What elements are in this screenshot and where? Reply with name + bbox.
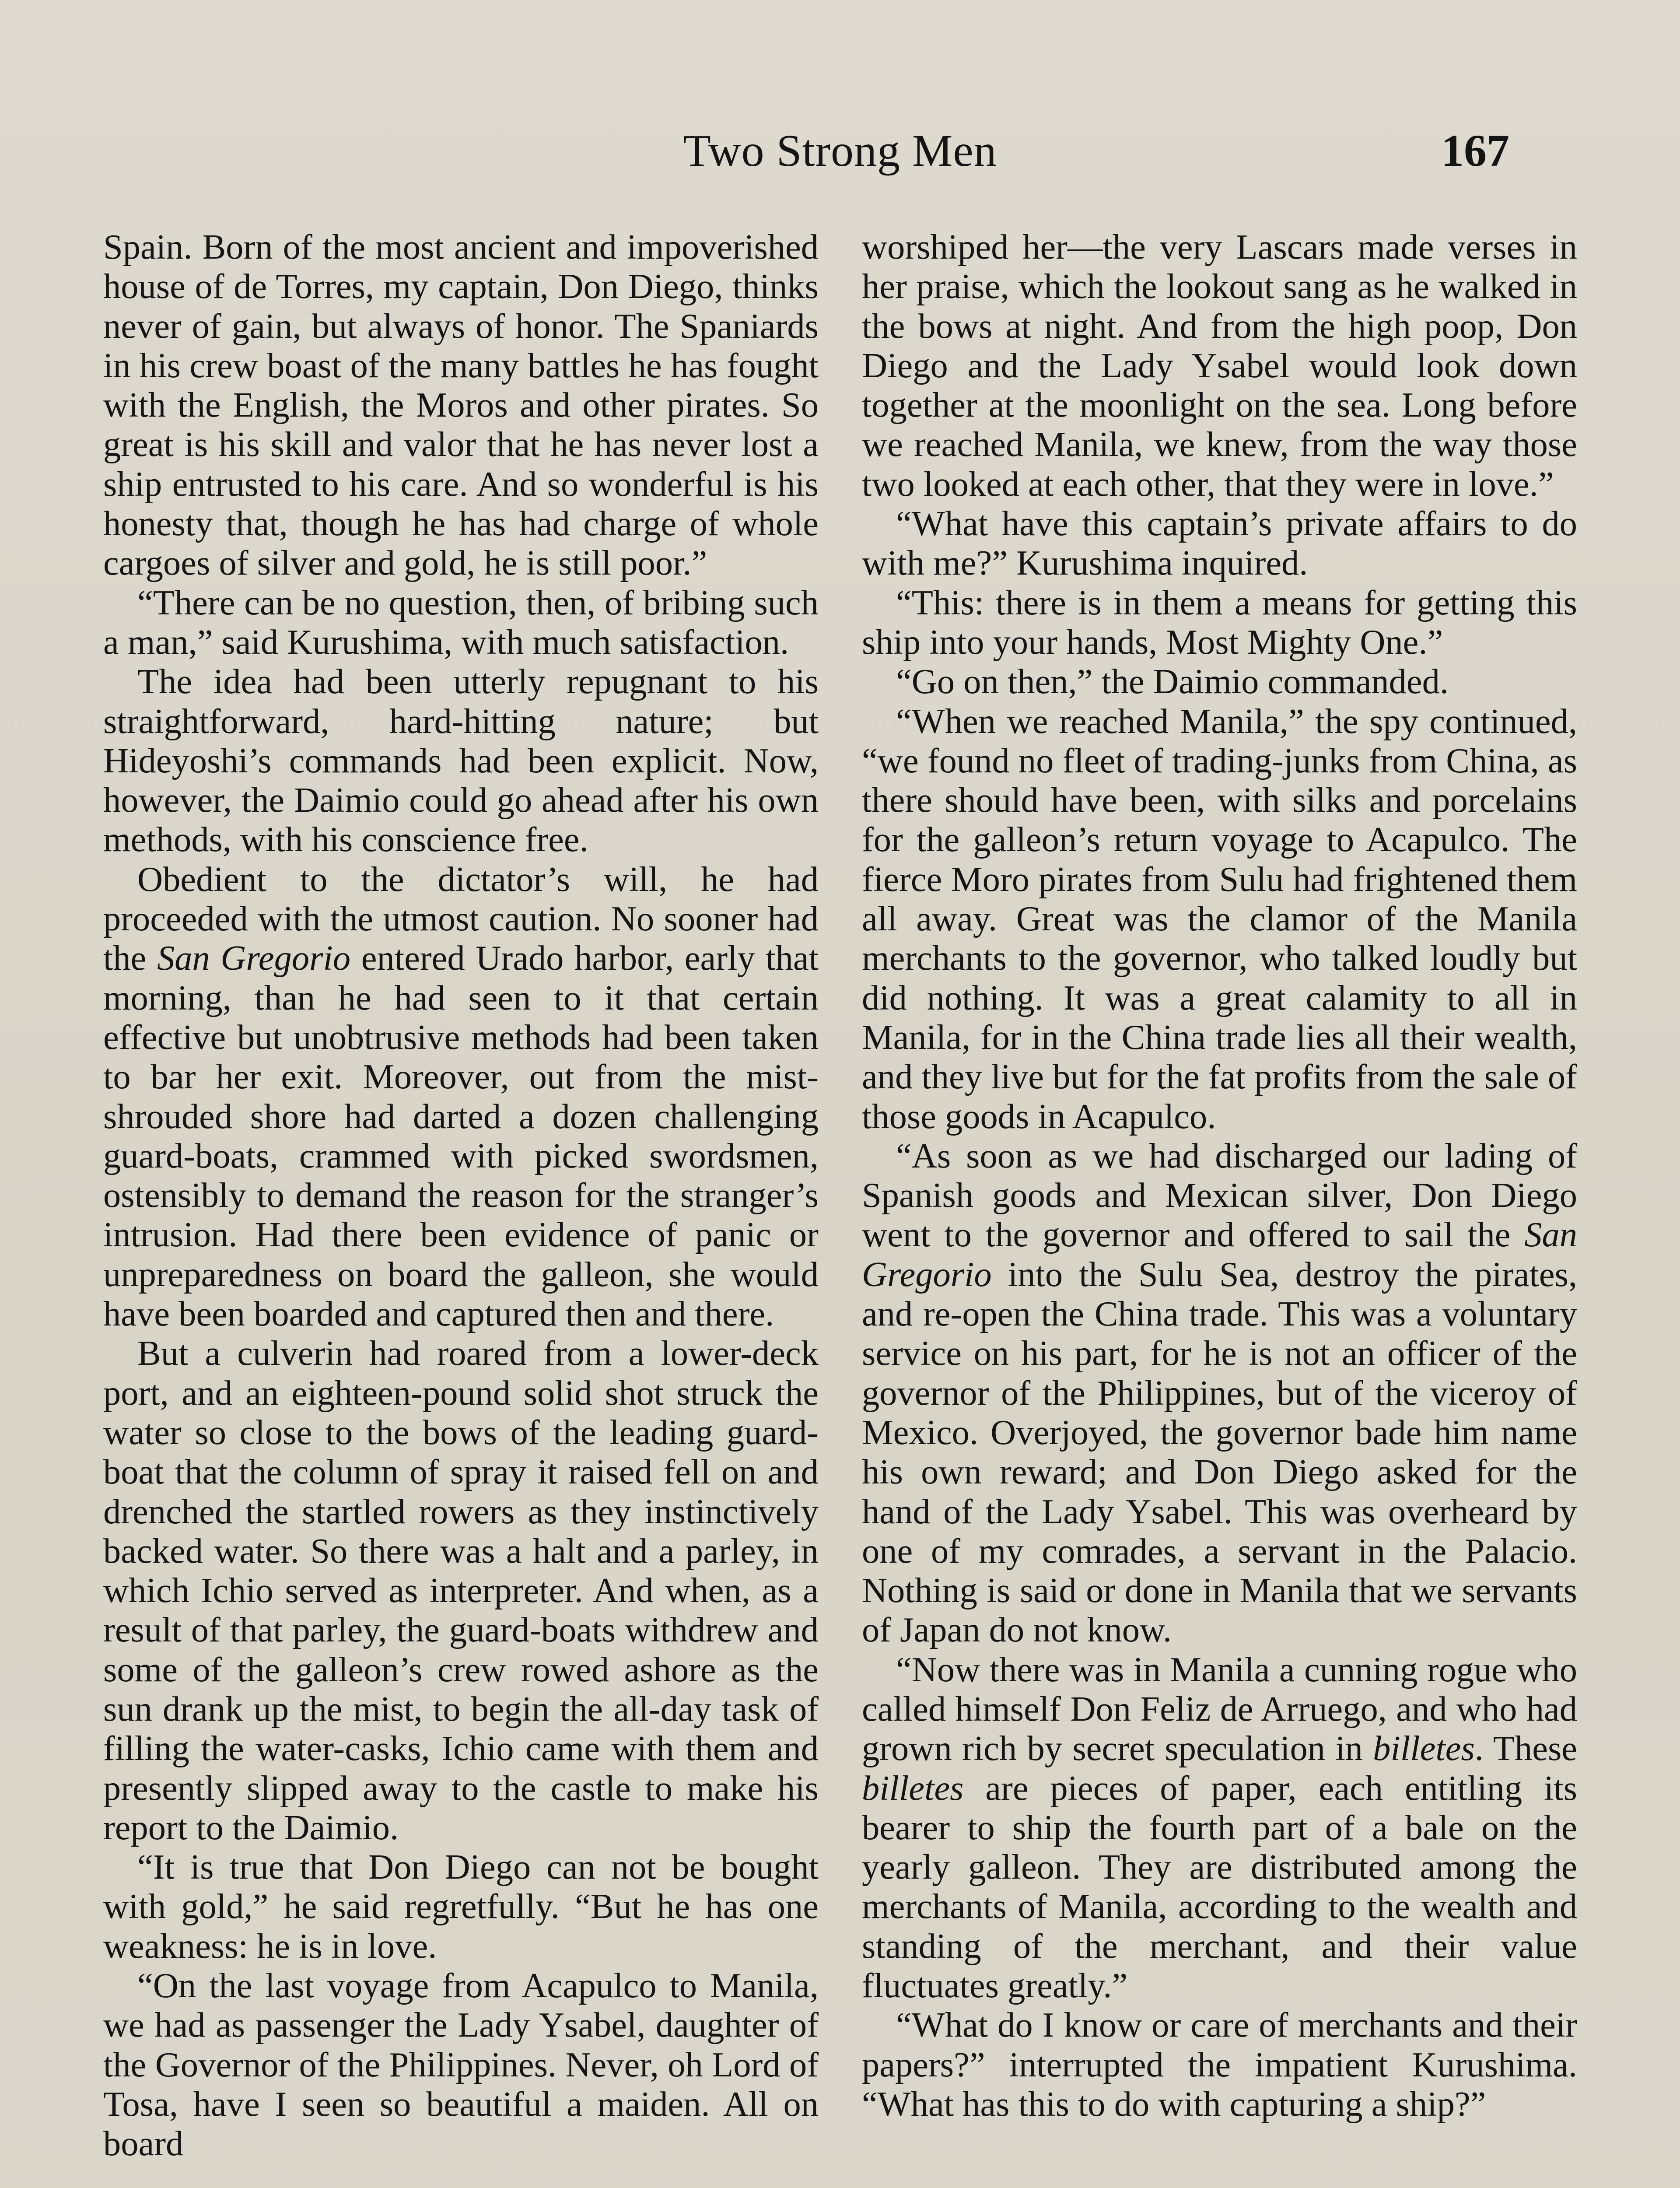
paragraph: “Go on then,” the Daimio commanded. [896, 662, 1449, 701]
paragraph: “This: there is in them a means for getting this ship into your hands, Most Mighty One.” [862, 583, 1577, 662]
italic-term: billetes [1373, 1729, 1475, 1768]
text-run: are pieces of paper, each entitling its bearer to ship the fourth part of a bale on the yearly galleon. They are distributed among the merchants of Manila, according to the wealth and standing of the merchant, and their value fluctuates greatly.” [862, 1768, 1577, 2006]
paragraph: worshiped her—the very Lascars made verses in her praise, which the lookout sang as he walked in the bows at night. And from the high poop, Don Diego and the Lady Ysabel would look down together at the moonlight on the sea. Long before we reached Manila, we knew, from the way those two looked at each other, that they were in love.” [862, 228, 1577, 504]
ship-name: San Gregorio [157, 939, 351, 978]
paragraph: “On the last voyage from Acapulco to Manila, we had as passenger the Lady Ysabel, daughter of the Governor of the Philippines. Never, oh Lord of Tosa, have I seen so beautiful a maiden. All on board [103, 1966, 819, 2163]
text-run: into the Sulu Sea, destroy the pirates, and re-open the China trade. This was a voluntary service on his part, for he is not an officer of the governor of the Philippines, but of the viceroy of Mexico. Overjoyed, the governor bade him name his own reward; and Don Diego asked for the hand of the Lady Ysabel. This was overheard by one of my comrades, a servant in the Palacio. Nothing is said or done in Manila that we servants of Japan do not know. [862, 1255, 1577, 1650]
page-header [105, 125, 1575, 186]
paragraph [862, 1650, 1577, 2006]
paragraph [103, 860, 819, 1334]
ship-name: San Gregorio [862, 1215, 1577, 1294]
italic-term: billetes [862, 1768, 964, 1808]
paragraph: “What have this captain’s private affairs to do with me?” Kurushima inquired. [862, 504, 1577, 583]
text-run: “As soon as we had discharged our lading of Spanish goods and Mexican silver, Don Diego went to the governor and offered to sail the [862, 1136, 1577, 1255]
text-run: Obedient to the dictator’s will, he had proceeded with the utmost caution. No sooner had the [103, 859, 819, 978]
text-run: . These [1474, 1729, 1577, 1768]
paragraph: “When we reached Manila,” the spy continued, “we found no fleet of trading-junks from China, as there should have been, with silks and porcelains for the galleon’s return voyage to Acapulco. The fierce Moro pirates from Sulu had frightened them all away. Great was the clamor of the Manila merchants to the governor, who talked loudly but did nothing. It was a great calamity to all in Manila, for in the China trade lies all their wealth, and they live but for the fat profits from the sale of those goods in Acapulco. [862, 701, 1577, 1136]
running-title: Two Strong Men [683, 126, 997, 176]
text-column-right [862, 228, 1577, 2124]
text-run: “Now there was in Manila a cunning rogue who called himself Don Feliz de Arruego, and who had grown rich by secret speculation in [862, 1650, 1577, 1768]
paragraph: The idea had been utterly repugnant to his straightforward, hard-hitting nature; but Hideyoshi’s commands had been explicit. Now, however, the Daimio could go ahead after his own methods, with his conscience free. [103, 662, 819, 859]
paragraph: “There can be no question, then, of bribing such a man,” said Kurushima, with much satisfaction. [103, 583, 819, 662]
text-column-left [103, 228, 819, 2164]
paragraph: Spain. Born of the most ancient and impoverished house of de Torres, my captain, Don Diego, thinks never of gain, but always of honor. The Spaniards in his crew boast of the many battles he has fought with the English, the Moros and other pirates. So great is his skill and valor that he has never lost a ship entrusted to his care. And so wonderful is his honesty that, though he has had charge of whole cargoes of silver and gold, he is still poor.” [103, 228, 819, 583]
paragraph: But a culverin had roared from a lower-deck port, and an eighteen-pound solid shot struck the water so close to the bows of the leading guard-boat that the column of spray it raised fell on and drenched the startled rowers as they instinctively backed water. So there was a halt and a parley, in which Ichio served as interpreter. And when, as a result of that parley, the guard-boats withdrew and some of the galleon’s crew rowed ashore as the sun drank up the mist, to begin the all-day task of filling the water-casks, Ichio came with them and presently slipped away to the castle to make his report to the Daimio. [103, 1334, 819, 1847]
paragraph [862, 1136, 1577, 1650]
page-number: 167 [1441, 126, 1509, 176]
paragraph: “It is true that Don Diego can not be bought with gold,” he said regretfully. “But he has one weakness: he is in love. [103, 1848, 819, 1966]
paragraph: “What do I know or care of merchants and their papers?” interrupted the impatient Kurushima. “What has this to do with capturing a ship?” [862, 2006, 1577, 2124]
text-run: entered Urado harbor, early that morning, than he had seen to it that certain effective but unobtrusive methods had been taken to bar her exit. Moreover, out from the mist-shrouded shore had darted a dozen challenging guard-boats, crammed with picked swordsmen, ostensibly to demand the reason for the stranger’s intrusion. Had there been evidence of panic or unpreparedness on board the galleon, she would have been boarded and captured then and there. [103, 939, 819, 1334]
